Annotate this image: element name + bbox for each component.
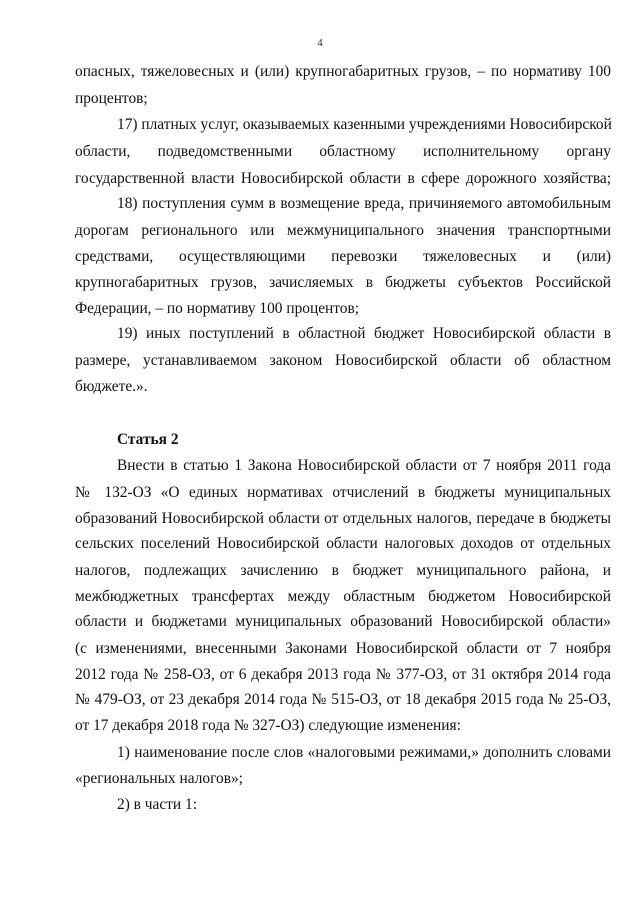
body-line: области и бюджетами муниципальных образований Новосибирской области» [75,613,611,630]
article-heading: Статья 2 [117,431,179,448]
body-line: налогов, подлежащих зачислению в бюджет муниципального района, и [75,562,611,579]
body-line: образований Новосибирской области от отдельных налогов, передаче в бюджеты [75,510,611,527]
body-line: межбюджетных трансфертах между областным бюджетом Новосибирской [75,588,611,605]
body-line: № 132-ОЗ «О единых нормативах отчислений в бюджеты муниципальных [75,484,611,501]
list-item-19: 19) иных поступлений в областной бюджет Новосибирской области в [117,325,611,342]
body-line: дорогам регионального или межмуниципального значения транспортными [75,222,611,239]
body-line: Федерации, – по нормативу 100 процентов; [75,300,360,317]
body-line: «региональных налогов»; [75,770,243,787]
body-line: области, подведомственными областному исполнительному органу [75,143,611,160]
body-line: средствами, осуществляющими перевозки тяжеловесных и (или) [75,248,611,265]
body-line: размере, устанавливаемом законом Новосибирской области об областном [75,352,611,369]
body-line: от 17 декабря 2018 года № 327-ОЗ) следующие изменения: [75,717,461,734]
list-item-17: 17) платных услуг, оказываемых казенными учреждениями Новосибирской [117,116,612,133]
body-line: 2012 года № 258-ОЗ, от 6 декабря 2013 года № 377-ОЗ, от 31 октября 2014 года [75,666,611,683]
body-line: (с изменениями, внесенными Законами Новосибирской области от 7 ноября [75,640,611,657]
body-line: опасных, тяжеловесных и (или) крупногабаритных грузов, – по нормативу 100 [75,63,611,80]
body-line: процентов; [75,90,148,107]
list-item-2: 2) в части 1: [117,796,197,813]
list-item-18: 18) поступления сумм в возмещение вреда, причиняемого автомобильным [117,195,611,212]
body-line: № 479-ОЗ, от 23 декабря 2014 года № 515-ОЗ, от 18 декабря 2015 года № 25-ОЗ, [75,691,611,708]
body-line: сельских поселений Новосибирской области налоговых доходов от отдельных [75,535,611,552]
body-line: бюджете.». [75,378,148,395]
paragraph-start: Внести в статью 1 Закона Новосибирской области от 7 ноября 2011 года [117,457,611,474]
body-line: государственной власти Новосибирской области в сфере дорожного хозяйства; [75,170,611,187]
body-line: крупногабаритных грузов, зачисляемых в бюджеты субъектов Российской [75,274,611,291]
page-number: 4 [317,37,323,49]
list-item-1: 1) наименование после слов «налоговыми режимами,» дополнить словами [117,744,611,761]
